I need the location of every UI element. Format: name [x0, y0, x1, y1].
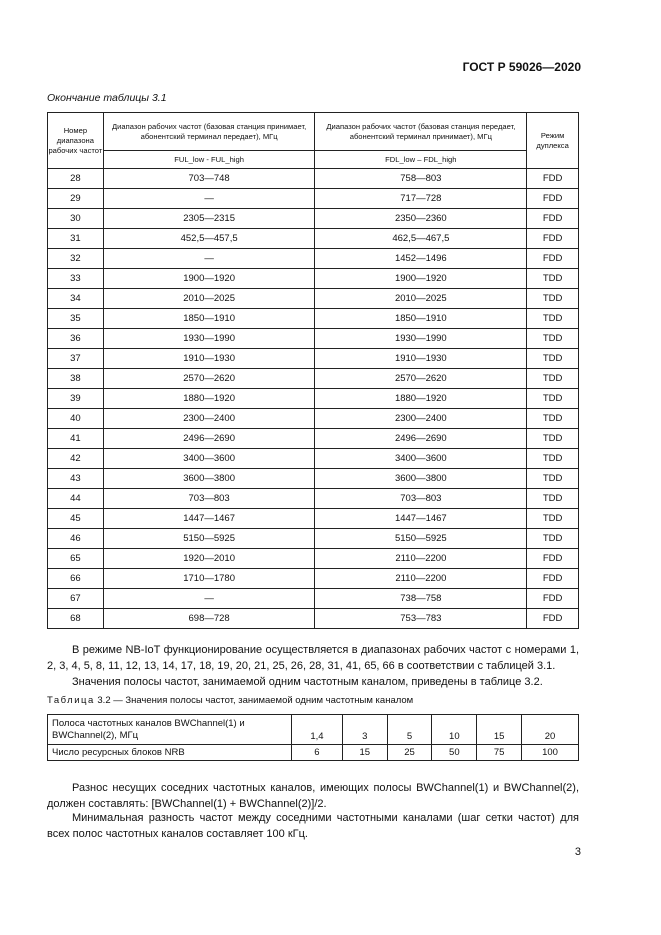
uplink-range-cell: 2010—2025: [103, 289, 315, 309]
uplink-range-cell: 1850—1910: [103, 309, 315, 329]
bandwidth-cell: 3: [342, 715, 387, 745]
table-row: [48, 329, 579, 349]
uplink-range-cell: 703—748: [103, 169, 315, 189]
band-number-cell: 37: [48, 349, 104, 369]
downlink-range-cell: 2110—2200: [315, 569, 527, 589]
table-row: [48, 269, 579, 289]
downlink-range-cell: 758—803: [315, 169, 527, 189]
rb-count-cell: 50: [432, 745, 477, 761]
bandwidth-cell: 10: [432, 715, 477, 745]
band-number-cell: 35: [48, 309, 104, 329]
downlink-range-cell: 1910—1930: [315, 349, 527, 369]
uplink-range-cell: 1900—1920: [103, 269, 315, 289]
uplink-range-cell: 2496—2690: [103, 429, 315, 449]
standard-designation: ГОСТ Р 59026—2020: [462, 60, 581, 74]
uplink-range-cell: 3400—3600: [103, 449, 315, 469]
duplex-mode-cell: TDD: [527, 289, 579, 309]
uplink-range-cell: 2570—2620: [103, 369, 315, 389]
table-row: [48, 289, 579, 309]
downlink-range-cell: 462,5—467,5: [315, 229, 527, 249]
downlink-range-cell: 753—783: [315, 609, 527, 629]
duplex-mode-cell: TDD: [527, 309, 579, 329]
downlink-range-cell: 1850—1910: [315, 309, 527, 329]
table-row: [48, 429, 579, 449]
band-number-cell: 45: [48, 509, 104, 529]
table-row: [48, 489, 579, 509]
band-number-cell: 34: [48, 289, 104, 309]
uplink-range-cell: —: [103, 589, 315, 609]
downlink-range-cell: 1880—1920: [315, 389, 527, 409]
duplex-mode-cell: TDD: [527, 409, 579, 429]
downlink-range-cell: 1447—1467: [315, 509, 527, 529]
uplink-range-cell: 1710—1780: [103, 569, 315, 589]
downlink-range-cell: 2010—2025: [315, 289, 527, 309]
paragraph-carrier-spacing: Разнос несущих соседних частотных каналов, имеющих полосы BWChannel(1) и BWChannel(2), должен составлять: [BWChannel(1) + BWChannel(2)]/2.: [47, 782, 579, 810]
downlink-range-cell: 2350—2360: [315, 209, 527, 229]
uplink-range-cell: 698—728: [103, 609, 315, 629]
uplink-range-cell: 1880—1920: [103, 389, 315, 409]
header-uplink-sublabel: FUL_low - FUL_high: [103, 151, 315, 169]
duplex-mode-cell: TDD: [527, 369, 579, 389]
downlink-range-cell: 5150—5925: [315, 529, 527, 549]
table-row: [48, 229, 579, 249]
bandwidth-cell: 5: [387, 715, 432, 745]
header-band-number: Номер диапазона рабочих частот: [48, 113, 104, 169]
band-number-cell: 38: [48, 369, 104, 389]
band-number-cell: 65: [48, 549, 104, 569]
duplex-mode-cell: TDD: [527, 489, 579, 509]
downlink-range-cell: 1930—1990: [315, 329, 527, 349]
band-number-cell: 39: [48, 389, 104, 409]
downlink-range-cell: 703—803: [315, 489, 527, 509]
table-row: [48, 529, 579, 549]
uplink-range-cell: 452,5—457,5: [103, 229, 315, 249]
band-number-cell: 32: [48, 249, 104, 269]
header-duplex-mode: Режим дуплекса: [527, 113, 579, 169]
band-number-cell: 43: [48, 469, 104, 489]
bandwidth-cell: 1,4: [292, 715, 343, 745]
table-row: [48, 569, 579, 589]
downlink-range-cell: 2570—2620: [315, 369, 527, 389]
band-number-cell: 68: [48, 609, 104, 629]
duplex-mode-cell: TDD: [527, 329, 579, 349]
downlink-range-cell: 1452—1496: [315, 249, 527, 269]
uplink-range-cell: 5150—5925: [103, 529, 315, 549]
duplex-mode-cell: TDD: [527, 469, 579, 489]
table-row: [48, 549, 579, 569]
page-number: 3: [574, 846, 581, 858]
duplex-mode-cell: TDD: [527, 449, 579, 469]
rb-count-cell: 75: [477, 745, 522, 761]
paragraph-grid-step: Минимальная разность частот между соседними частотными каналами (шаг сетки частот) для всех полос частотных каналов составляет 100 кГц.: [47, 812, 579, 840]
table-3-2-caption-label: Таблица: [47, 695, 95, 706]
band-number-cell: 44: [48, 489, 104, 509]
duplex-mode-cell: TDD: [527, 429, 579, 449]
paragraph-nbiot: В режиме NB-IoT функционирование осуществляется в диапазонах рабочих частот с номерами 1, 2, 3, 4, 5, 8, 11, 12, 13, 14, 17, 18, 19, 20, 21, 25, 26, 28, 31, 41, 65, 66 в соответствии с таблицей 3.1.: [47, 644, 579, 672]
table-row: [48, 249, 579, 269]
table-row: [48, 369, 579, 389]
table-row: [48, 189, 579, 209]
duplex-mode-cell: FDD: [527, 189, 579, 209]
duplex-mode-cell: TDD: [527, 349, 579, 369]
header-downlink-sublabel: FDL_low – FDL_high: [315, 151, 527, 169]
duplex-mode-cell: FDD: [527, 249, 579, 269]
duplex-mode-cell: FDD: [527, 169, 579, 189]
duplex-mode-cell: FDD: [527, 549, 579, 569]
table-row: [48, 509, 579, 529]
uplink-range-cell: 1910—1930: [103, 349, 315, 369]
band-number-cell: 66: [48, 569, 104, 589]
table-row: [48, 309, 579, 329]
band-number-cell: 40: [48, 409, 104, 429]
table-3-2: [47, 714, 579, 761]
duplex-mode-cell: FDD: [527, 609, 579, 629]
table-3-1-caption: Окончание таблицы 3.1: [47, 92, 167, 104]
bandwidth-cell: 15: [477, 715, 522, 745]
downlink-range-cell: 3600—3800: [315, 469, 527, 489]
rb-count-cell: 6: [292, 745, 343, 761]
table-row: [48, 169, 579, 189]
table-row: [48, 209, 579, 229]
band-number-cell: 42: [48, 449, 104, 469]
uplink-range-cell: —: [103, 189, 315, 209]
uplink-range-cell: 2305—2315: [103, 209, 315, 229]
duplex-mode-cell: TDD: [527, 509, 579, 529]
uplink-range-cell: 1920—2010: [103, 549, 315, 569]
band-number-cell: 67: [48, 589, 104, 609]
downlink-range-cell: 3400—3600: [315, 449, 527, 469]
band-number-cell: 31: [48, 229, 104, 249]
rb-count-cell: 100: [522, 745, 579, 761]
band-number-cell: 36: [48, 329, 104, 349]
paragraph-bandwidth-ref: Значения полосы частот, занимаемой одним частотным каналом, приведены в таблице 3.2.: [72, 676, 543, 688]
uplink-range-cell: 1447—1467: [103, 509, 315, 529]
downlink-range-cell: 1900—1920: [315, 269, 527, 289]
uplink-range-cell: 2300—2400: [103, 409, 315, 429]
band-number-cell: 41: [48, 429, 104, 449]
row-label-bandwidth: Полоса частотных каналов BWChannel(1) и BWChannel(2), МГц: [48, 715, 292, 745]
table-row: [48, 349, 579, 369]
duplex-mode-cell: TDD: [527, 389, 579, 409]
downlink-range-cell: 2110—2200: [315, 549, 527, 569]
duplex-mode-cell: FDD: [527, 589, 579, 609]
table-row: [48, 469, 579, 489]
band-number-cell: 46: [48, 529, 104, 549]
duplex-mode-cell: FDD: [527, 209, 579, 229]
table-row: [48, 609, 579, 629]
downlink-range-cell: 2300—2400: [315, 409, 527, 429]
rb-count-cell: 25: [387, 745, 432, 761]
table-row: [48, 449, 579, 469]
table-row: [48, 389, 579, 409]
table-row: [48, 589, 579, 609]
uplink-range-cell: 3600—3800: [103, 469, 315, 489]
uplink-range-cell: 1930—1990: [103, 329, 315, 349]
duplex-mode-cell: FDD: [527, 229, 579, 249]
downlink-range-cell: 717—728: [315, 189, 527, 209]
header-uplink-range: Диапазон рабочих частот (базовая станция принимает, абонентский терминал передает), МГц: [103, 113, 315, 151]
row-label-resource-blocks: Число ресурсных блоков NRB: [48, 745, 292, 761]
band-number-cell: 28: [48, 169, 104, 189]
downlink-range-cell: 738—758: [315, 589, 527, 609]
duplex-mode-cell: TDD: [527, 269, 579, 289]
header-downlink-range: Диапазон рабочих частот (базовая станция передает, абонентский терминал принимает), МГц: [315, 113, 527, 151]
downlink-range-cell: 2496—2690: [315, 429, 527, 449]
table-3-2-caption: [47, 695, 413, 706]
duplex-mode-cell: TDD: [527, 529, 579, 549]
duplex-mode-cell: FDD: [527, 569, 579, 589]
table-3-1-body: [48, 169, 579, 629]
rb-count-cell: 15: [342, 745, 387, 761]
uplink-range-cell: 703—803: [103, 489, 315, 509]
band-number-cell: 30: [48, 209, 104, 229]
band-number-cell: 33: [48, 269, 104, 289]
table-3-2-caption-text: 3.2 — Значения полосы частот, занимаемой одним частотным каналом: [97, 695, 414, 706]
bandwidth-cell: 20: [522, 715, 579, 745]
uplink-range-cell: —: [103, 249, 315, 269]
band-number-cell: 29: [48, 189, 104, 209]
table-3-1: [47, 112, 579, 629]
table-row: [48, 409, 579, 429]
